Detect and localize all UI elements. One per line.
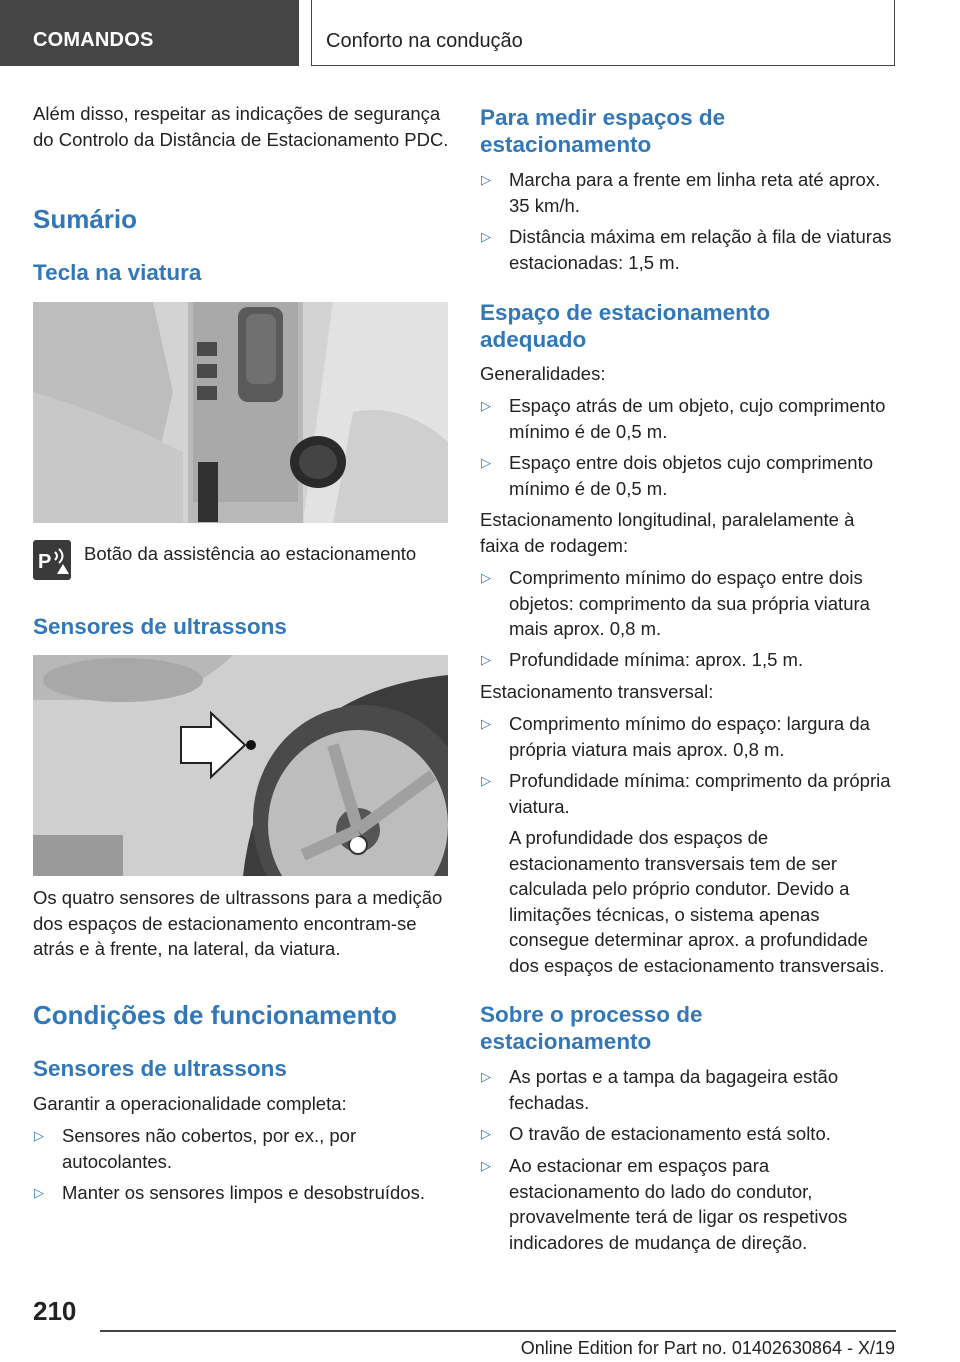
bullet-triangle-icon: ▷ (481, 172, 491, 187)
heading-medir-espacos: Para medir espaços de estacionamento (480, 105, 726, 157)
transversal-note: A profundidade dos espaços de estacionamento transversais tem de ser calculada pelo próprio condutor. Devido a limitações técnicas, o sistema apenas consegue determinar aprox. a profundidade dos espaços de estacionamento transversais. (509, 827, 885, 976)
intro-paragraph: Além disso, respeitar as indicações de segurança do Controlo da Distância de Estacionamento PDC. (33, 103, 449, 150)
bullet-triangle-icon: ▷ (481, 773, 491, 788)
generalidades-label: Generalidades: (480, 363, 606, 384)
list-item: ▷ Comprimento mínimo do espaço entre dois objetos: comprimento da sua própria viatura mais aprox. 0,8 m. (481, 567, 870, 639)
bullet-triangle-icon: ▷ (481, 1158, 491, 1173)
list-item: ▷ Distância máxima em relação à fila de viaturas estacionadas: 1,5 m. (481, 226, 892, 273)
heading-condicoes-funcionamento: Condições de funcionamento (33, 1000, 398, 1030)
button-caption: Botão da assistência ao estacionamento (84, 543, 417, 564)
section-tab: COMANDOS (0, 0, 299, 66)
list-item: ▷ O travão de estacionamento está solto. (480, 1121, 898, 1147)
bullet-triangle-icon: ▷ (34, 1128, 44, 1143)
park-assist-icon (33, 540, 71, 580)
bullet-triangle-icon: ▷ (481, 1126, 491, 1141)
list-item: ▷ Espaço atrás de um objeto, cujo comprimento mínimo é de 0,5 m. (481, 395, 886, 442)
bullet-triangle-icon: ▷ (481, 570, 491, 585)
list-item: ▷ As portas e a tampa da bagageira estão fechadas. (481, 1066, 839, 1113)
heading-processo-estacionamento: Sobre o processo de estacionamento (480, 1002, 703, 1054)
footer-divider (100, 1330, 896, 1332)
bullet-triangle-icon: ▷ (481, 229, 491, 244)
garantir-text: Garantir a operacionalidade completa: (33, 1093, 347, 1114)
list-item: ▷ Comprimento mínimo do espaço: largura da própria viatura mais aprox. 0,8 m. (481, 713, 870, 760)
heading-tecla-na-viatura: Tecla na viatura (33, 260, 202, 285)
page-number: 210 (33, 1296, 77, 1326)
list-item: ▷ Sensores não cobertos, por ex., por autocolantes. (34, 1125, 357, 1172)
bullet-triangle-icon: ▷ (481, 716, 491, 731)
bullet-triangle-icon: ▷ (34, 1185, 44, 1200)
chapter-title: Conforto na condução (311, 0, 895, 66)
heading-sensores-ultrassons: Sensores de ultrassons (33, 614, 287, 639)
transversal-label: Estacionamento transversal: (480, 681, 714, 702)
list-item: ▷ Profundidade mínima: comprimento da própria viatura. (481, 770, 891, 817)
heading-sumario: Sumário (33, 204, 138, 234)
list-item: ▷ Profundidade mínima: aprox. 1,5 m. (480, 647, 898, 673)
bullet-triangle-icon: ▷ (481, 455, 491, 470)
list-item: ▷ Marcha para a frente em linha reta até aprox. 35 km/h. (481, 169, 881, 216)
gear-console-figure (33, 302, 448, 523)
list-item: ▷ Manter os sensores limpos e desobstruídos. (33, 1180, 451, 1206)
svg-text:P: P (38, 551, 52, 573)
bullet-triangle-icon: ▷ (481, 1069, 491, 1084)
bullet-triangle-icon: ▷ (481, 398, 491, 413)
ultrasonic-sensor-figure (33, 655, 448, 876)
heading-sensores-ultrassons-2: Sensores de ultrassons (33, 1056, 287, 1081)
bullet-triangle-icon: ▷ (481, 652, 491, 667)
list-item: ▷ Espaço entre dois objetos cujo comprimento mínimo é de 0,5 m. (481, 452, 874, 499)
page-header (0, 0, 960, 66)
edition-line: Online Edition for Part no. 01402630864 - X/19 (520, 1338, 895, 1358)
sensors-description: Os quatro sensores de ultrassons para a medição dos espaços de estacionamento encontram-se atrás e à frente, na lateral, da viatura. (33, 887, 443, 959)
heading-espaco-adequado: Espaço de estacionamento adequado (480, 300, 771, 352)
longitudinal-label: Estacionamento longitudinal, paralelamente à faixa de rodagem: (480, 509, 855, 556)
list-item: ▷ Ao estacionar em espaços para estacionamento do lado do condutor, provavelmente terá de ligar os respetivos indicadores de mudança de direção. (481, 1155, 848, 1253)
